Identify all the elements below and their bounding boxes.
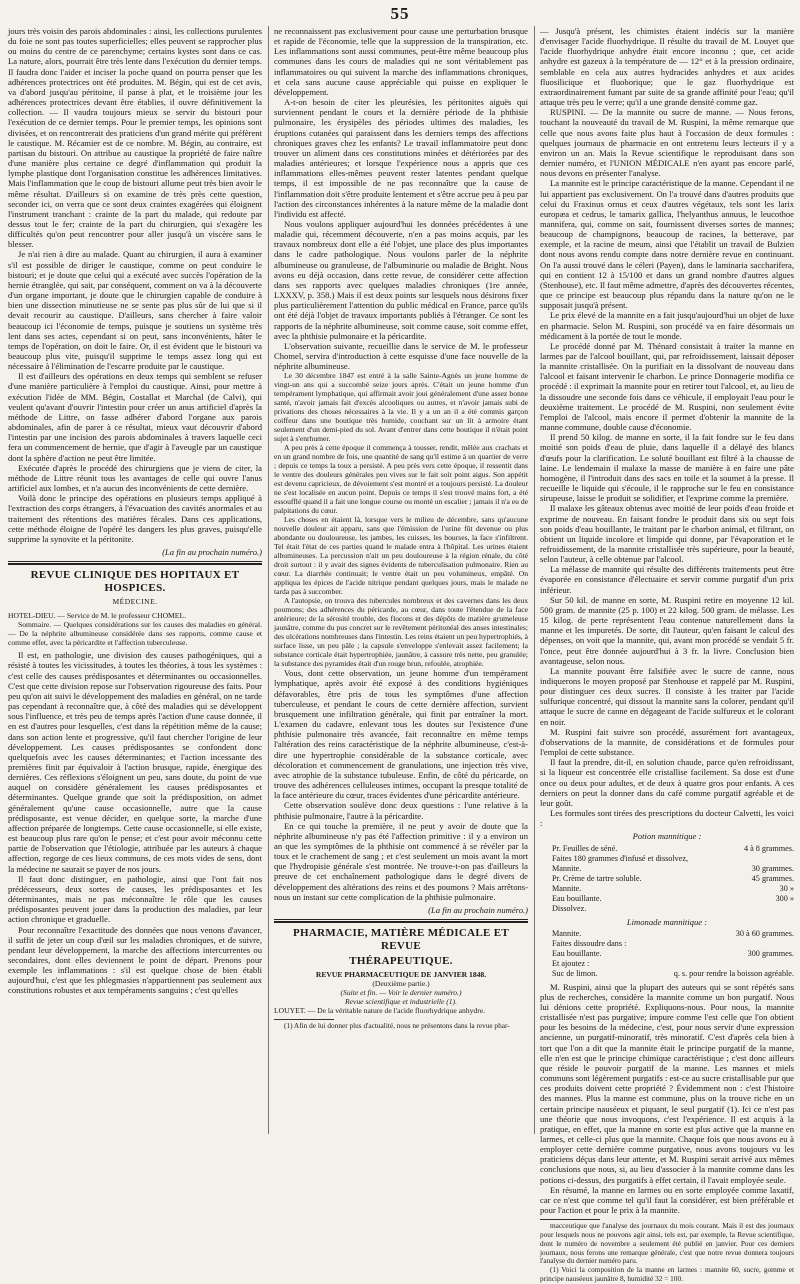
paragraph: Les formules sont tirées des prescriptions du docteur Calvetti, les voici :	[540, 808, 794, 829]
ingredient: Faites 180 grammes d'infusé et dissolvez,	[552, 853, 689, 863]
paragraph: Il faut donc distinguer, en pathologie, ainsi que l'ont fait nos prédécesseurs, deux sortes de causes, les prédisposantes et les déterminantes, mais ne pas méconnaître le rôle que les causes prédisposantes peuvent jouer dans la production des maladies, par leur action chronique et graduelle.	[8, 873, 262, 925]
formula-row	[540, 844, 794, 854]
quantity: 300 grammes.	[747, 948, 794, 958]
footnote: macceutique que l'analyse des journaux du mois courant. Mais il est des journaux pour lesquels nous ne pouvons agir ainsi, tels est, par exemple, la Revue scientifique, dont le numéro de novembre a seulement été publié en janvier. Pour ces derniers journaux, nous ferons une remarque générale, c'est que notre revue donnera toujours l'analyse du dernier numéro paru.	[540, 1221, 794, 1266]
formula-potion	[540, 844, 794, 914]
ingredient: Pr. Crème de tartre soluble.	[552, 873, 642, 883]
quantity: 4 à 8 grammes.	[743, 843, 794, 853]
rule	[8, 563, 262, 565]
observation-text: Le 30 décembre 1847 est entré à la salle Sainte-Agnès un jeune homme de vingt-un ans qui a succombé seize jours après. C'était un jeune homme d'un tempérament lymphatique, qui affirmait avoir joui généralement d'une assez bonne santé, n'avoir jamais fait d'excès alcooliques ou autres, et n'avoir jamais subi de privations des choses nécessaires à la vie. Il y a un an il a été commis garçon coiffeur dans une boutique très humide, couchant sur un lit à armoire étant seulement d'un demi-pied du sol. Avant d'entrer dans cette boutique il n'était point sujet à s'enrhumer.	[274, 371, 528, 444]
observation-text: A l'autopsie, on trouva des tubercules nombreux et des cavernes dans les deux poumons; des adhérences du péricarde, au cœur, dans toute l'étendue de la face antérieure; de la sérosité trouble, des flocons et des dépôts de matière grumeleuse jaunâtre, comme du pus concret sur le revêtement péritonéal des anses intestinales; des ulcérations nombreuses dans l'intestin. Les reins étaient un peu hypertrophiés, à surface lisse, un peu pâle ; la capsule s'enveloppe s'enlevait assez facilement; la substance corticale était hypertrophiée, jaunâtre, à cassure très nette, peu granulée; la substance des pyramides était d'un rouge brun, refoulée, atrophiée.	[274, 596, 528, 669]
observation-text: A peu près à cette époque il commença à tousser, rendit, mêlée aux crachats et en un grand nombre de fois, une quantité de sang qu'il estime à un quartier de verre ; depuis ce temps la toux a persisté. A peu près vers cette époque, il ressentit dans le ventre des douleurs générales peu vives sur le fait soit point aigus. Son appétit est devenu capricieux, de dévoiement s'est montré et a toujours persisté. La douleur ne s'est localisée en aucun point. Depuis ce temps il s'est trouvé mains fort, a été essoufflé quand il a fait une longue course ou monté un escalier ; jamais il n'a eu de palpitations du cœur.	[274, 443, 528, 516]
ingredient: Eau bouillante.	[552, 893, 602, 903]
formula-row	[540, 904, 794, 914]
paragraph: M. Ruspini, ainsi que la plupart des auteurs qui se sont répétés sans plus de recherches, considère la mannite comme un bon purgatif. Nous lui dénions cette propriété. Expliquons-nous. Pour nous, la mannite cristallisée n'est pas purgative; impure comme l'est celle que l'on obtient pour les besoins de la médecine, c'est, pour nous servir d'une expression ancienne, un purgatif-minoratif, très minoratif. C'est d'après cela bien à tort que l'on a dit que la mannite était le principe purgatif de la manne, elle n'en est que le principe chimique caractéristique ; c'est donc ailleurs que réside le pouvoir purgatif de la manne. Les mannes et miels communs sont légèrement purgatifs : est-ce au sucre cristallisable pur que ces produits doivent cette propriété ? Évidemment non : c'est l'histoire des mannes. Plus la manne est commune, plus on la trouve riche en un certain principe nauséeux et piquant, le seul purgatif (1). Ici ce n'est pas une théorie que nous invoquons, c'est l'expérience. Il est acquis à la pratique, en effet, que la manne en sorte est plus active que la manne en larmes, et celle-ci plus que la mannite. Chaque fois que nous avons eu à employer cette dernière comme purgative, nous avons toujours vu les praticiens déçus dans leur attente, et M. Ruspini serait arrivé aux mêmes conclusions que nous, si, au lieu d'associer à la mannite comme dans les potions ci-dessus, des purgatifs à effet certain, il l'avait employée seule.	[540, 981, 794, 1185]
rule	[274, 921, 528, 923]
quantity: 300 »	[775, 893, 794, 903]
footnote-rule	[540, 1219, 600, 1220]
formula-row	[540, 864, 794, 874]
ingredient: Mannite.	[552, 883, 582, 893]
ingredient: Suc de limon.	[552, 968, 598, 978]
to-be-continued: (La fin au prochain numéro.)	[428, 904, 528, 915]
column-2	[274, 26, 528, 1134]
paragraph: Le procédé donné par M. Thénard consistait à traiter la manne en larmes par de l'alcool bouillant, qui, par refroidissement, laissait déposer la mannite cristallisée. On la purifiait en la dissolvant de nouveau dans l'alcool et faisant intervenir le charbon. Le prince Donnagerie modifia ce procédé : il exprimait la mannite pour en retirer tout l'alcool, et, au lieu de la dissoudre une seconde fois dans ce véhicule, il employait l'eau pour le deuxième traitement. Le procédé de M. Ruspini, non seulement évite l'emploi de l'alcool, mais encore il permet d'obtenir la mannite de la manne commune, double cause d'économie.	[540, 340, 795, 433]
paragraph: Je n'ai rien à dire au malade. Quant au chirurgien, il aura à examiner s'il est possible de diriger le caustique, comme on peut conduire le bistouri; et je doute que celui qui a exécuté avec succès l'opération de la hernie étranglée, qui sait, par conséquent, comment on va à la découverte d'un organe important, je doute que le chirurgien capable de conduire à bien une dissection minutieuse ne se sente pas plus sûr de lui que si il devait recourir au caustique. D'ailleurs, sans chercher à faire valoir beaucoup ici l'économie de temps, puisque je soutiens un système très lent dans ses actes, cependant si on peut, sans inconvénients, hâter le temps de l'opération, on doit le faire. Or, il est évident que le bistouri va beaucoup plus vite, puisqu'il supprime le temps assez long qui est nécessaire à l'élimination de l'escarre produite par le caustique.	[8, 249, 262, 372]
paragraph: Nous voulons appliquer aujourd'hui les données précédentes à une maladie qui, récemment découverte, n'en a pas moins acquis, par les travaux nombreux dont elle a été l'objet, une place des plus importantes dans le cadre pathologique. Nous voulons parler de la néphrite albumineuse ou granuleuse, de l'albuminurie ou maladie de Bright. Nous avons eu déjà occasion, dans cette revue, de considérer cette affection dans ses rapports avec quelques maladies chroniques (1re année, LXXXV, p. 358.) Mais il est deux points sur lesquels nous désirons fixer plus particulièrement l'attention du public médical en France, parce qu'ils ont été déjà l'objet de travaux importants publiés à l'étranger. Ce sont les rapports de la néphrite albumineuse, soit comme cause, soit comme effet, avec la phthisie pulmonaire et la péricardite.	[274, 218, 528, 341]
ingredient: Dissolvez.	[552, 903, 587, 913]
paragraph: L'observation suivante, recueillie dans le service de M. le professeur Chomel, servira d'introduction à cette esquisse d'une face nouvelle de la néphrite albumineuse.	[274, 340, 528, 372]
formula-row	[540, 959, 794, 969]
paragraph: Vous, dont cette observation, un jeune homme d'un tempérament lymphatique, après avoir été exposé à des conditions hygiéniques défavorables, être pris de tous les symptômes d'une affection tuberculeuse, et pendant le cours de cette dernière affection, survient brusquement une infiltration générale, qui finit par entraîner la mort. L'examen du cadavre, enlevant tous les doutes sur l'existence d'une phthisie pulmonaire très avancée, fait reconnaître en même temps l'altération des reins caractéristique de la néphrite albumineuse, c'est-à-dire une hypertrophie considérable de la substance corticale, avec décoloration et commencement de granulations, une injection très vive, avec atrophie de la substance tubuleuse. Enfin, de côté du péricarde, on trouve des adhérences celluleuses intimes, occupant la presque totalité de la face antérieure du cœur, traces évidentes d'une péricardite antérieure.	[274, 668, 528, 801]
observation-text: Les choses en étaient là, lorsque vers le milieu de décembre, sans qu'aucune nouvelle douleur ait apparu, sans que l'émission de l'urine fût devenue ou plus abondante ou douloureuse, les jambes, les cuisses, les bourses, la face s'infiltrent. Tel était l'état de ces parties quand le malade entra à l'hôpital. Les urines étaient albumineuses. La percussion n'ait un peu douloureuse à la région rénale, du côté droit surtout : il y avait des signes évidents de tuberculisation pulmonaire. Rien au cœur. La diarrhée continuait; le ventre était un peu volumineux, empâté. On appliqua les épices de l'acide nitrique pendant quelques jours, mais le malade ne tarda pas à succomber.	[274, 515, 528, 597]
footnote: (1) Afin de lui donner plus d'actualité, nous ne présentons dans la revue phar-	[284, 1021, 510, 1031]
paragraph: Le prix élevé de la mannite en a fait jusqu'aujourd'hui un objet de luxe en pharmacie. Selon M. Ruspini, son procédé va en faire désormais un médicament à la portée de tout le monde.	[540, 310, 794, 341]
ingredient: Mannite.	[552, 863, 582, 873]
paragraph: Il est d'ailleurs des opérations en deux temps qui semblent se refuser d'une manière particulière à l'emploi du caustique. Ainsi, pour mettre à exécution l'idée de MM. Bégin, Costallat et Marchal (de Calvi), qui veulent qu'avant d'ouvrir l'intestin pour créer un anus artificiel d'après la méthode de Littre, on fasse adhérer d'abord l'organe aux parois abdominales, afin de parer à ce résultat, mieux vaut découvrir d'abord l'intestin par une incision des parois abdominales à travers laquelle ceci fera un commencement de hernie, que d'agir à l'aveugle par un caustique dont la sphère d'action ne peut être limitée.	[8, 371, 262, 463]
formula-title: Limonade mannitique :	[626, 916, 708, 927]
paragraph: La mélasse de mannite qui résulte des différents traitements peut être évaporée en consistance d'électuaire et servir comme purgatif d'un prix inférieur.	[540, 564, 794, 595]
paragraph: Cette observation soulève donc deux questions : l'une relative à la phthisie pulmonaire, l'autre à la péricardite.	[274, 800, 528, 821]
formula-title: Potion mannitique :	[632, 831, 702, 842]
to-be-continued: (La fin au prochain numéro.)	[162, 546, 262, 557]
ingredient: Et ajoutez :	[552, 958, 590, 968]
quantity: 45 grammes.	[751, 873, 794, 883]
formula-row	[540, 874, 794, 884]
section-title: THÉRAPEUTIQUE.	[349, 955, 453, 968]
section-title: PHARMACIE, MATIÈRE MÉDICALE ET REVUE	[293, 927, 509, 953]
column-1	[8, 26, 262, 1134]
ingredient: Eau bouillante.	[552, 948, 602, 958]
review-continuation: (Suite et fin. — Voir le dernier numéro.)	[340, 988, 462, 998]
footnote: (1) Voici la composition de la manne en larmes : mannite 60, sucre, gomme et principe nauséeux jaunâtre 8, humidité 32 = 100.	[540, 1265, 794, 1284]
paragraph: Sur 50 kil. de manne en sorte, M. Ruspini retire en moyenne 12 kil. 500 gram. de mannite (25 p. 100) et 22 kilog. 500 gram. de mélasse. Les 15 kilog. de perte représentent l'eau contenue naturellement dans la manne et les impuretés. De sorte, dit l'auteur, qu'en faisant le calcul des dépenses, on voit que la mannite, qui, avant mon procédé se vendait 5 fr. l'once, peut être donnée aujourd'hui à 3 fr. la livre. Conclusion bien avantageuse, selon nous.	[540, 594, 794, 666]
formula-row	[540, 929, 794, 939]
paragraph: A-t-on besoin de citer les pleurésies, les péritonites aiguës qui surviennent pendant le cours et la dernière période de la phthisie pulmonaire, les érysipèles des périodes ultimes des maladies, les éruptions cutanées qui paraissent dans les derniers temps des affections chroniques graves chez les enfants? Le travail inflammatoire peut donc trouver un aliment dans ces constitutions minées et détériorées par des maladies antérieures; et lorsque l'expérience nous a appris que ces inflammations elles-mêmes peuvent rester latentes pendant quelque temps, il est impossible de ne pas reconnaître que la cause de l'inflammation doit s'être produite lentement et s'être accrue peu à peu par l'action des circonstances inhérentes à la nature même de la maladie dont l'individu est affecté.	[274, 97, 528, 219]
paragraph: La mannite pouvant être falsifiée avec le sucre de canne, nous indiquerons le moyen proposé par Stenhouse et rappelé par M. Ruspini, pour distinguer ces deux sucres. Il consiste à les traiter par l'acide sulfurique concentré, qui dissout la mannite sans la colorer, pendant qu'il attaque le sucre de canne en dégageant de l'acide sulfureux et le colorant en noir.	[540, 665, 794, 727]
review-subtitle: Revue scientifique et industrielle (1).	[345, 997, 457, 1007]
formula-limonade	[540, 929, 794, 979]
column-divider	[268, 26, 269, 1134]
paragraph: Il faut la prendre, dit-il, en solution chaude, parce qu'en refroidissant, si la liqueur est concentrée elle cristallise facilement. Sa dose est d'une once ou deux pour adultes, et de deux à quatre gros pour enfants. A ces derniers on peut la donner dans du café comme purgatif agréable et de leur goût.	[540, 757, 794, 808]
rule	[8, 561, 262, 562]
formula-row	[540, 969, 794, 979]
paragraph: M. Ruspini fait suivre son procédé, assurément fort avantageux, d'observations de la mannite, de considérations et de formules pour l'emploi de cette substance.	[540, 726, 794, 758]
formula-row	[540, 884, 794, 894]
ingredient: Pr. Feuilles de séné.	[552, 843, 618, 853]
article-heading: LOUYET. — De la véritable nature de l'acide fluorhydrique anhydre.	[274, 1006, 486, 1016]
review-part: (Deuxième partie.)	[372, 979, 430, 989]
quantity: q. s. pour rendre la boisson agréable.	[673, 968, 794, 978]
ingredient: Faites dissoudre dans :	[552, 938, 627, 948]
paragraph: RUSPINI. — De la mannite ou sucre de manne. — Nous ferons, touchant la nouveauté du travail de M. Ruspini, la même remarque que celle que nous avons faite plus haut à l'occasion de deux formules : quelques journaux de pharmacie en ont entretenu leurs lecteurs il y a environ un an. Mais la Revue scientifique le reproduisant dans son dernier numéro, et l'UNION MÉDICALE n'en ayant pas encore parlé, nous devons en présenter l'analyse.	[540, 107, 794, 179]
paragraph: En résumé, la manne en larmes ou en sorte employée comme laxatif, car ce n'est que comme tel qu'il faut la considérer, est bien préférable et pour l'action et pour le prix à la mannite.	[540, 1184, 794, 1216]
paragraph: — Jusqu'à présent, les chimistes étaient indécis sur la manière d'envisager l'acide fluorhydrique. Il résulte du travail de M. Louyet que l'acide fluorhydrique anhydre était encore inconnu ; que, cet acide anhydre est gazeux à la température de — 12° et à la pression ordinaire, semblable en cela aux autres hydracides anhydres et aux acides fluosilicique et fluoborique; que le gaz fluorhydrique est extraordinairement fumant par suite de sa grande affinité pour l'eau; qu'il attaque très peu le verre; qu'il a une grande densité comme gaz.	[540, 26, 794, 108]
formula-row	[540, 854, 794, 864]
paragraph: Voilà donc le principe des opérations en plusieurs temps appliqué à l'extraction des corps étrangers, à l'évacuation des cavités anormales et au traitement des rétentions des matières fécales. Dans ces applications, cette méthode éloigne de l'opéré les dangers les plus graves, puisqu'elle supprime la synovite et la péritonite.	[8, 493, 262, 544]
formula-row	[540, 949, 794, 959]
footnote-rule	[274, 1019, 334, 1020]
formula-row	[540, 939, 794, 949]
quantity: 30 »	[779, 883, 794, 893]
column-divider	[534, 26, 535, 1134]
ingredient: Mannite.	[552, 928, 582, 938]
summary: Sommaire. — Quelques considérations sur les causes des maladies en général. — De la néphrite albumineuse considérée dans ses rapports, comme cause et comme effet, avec la péricardite et l'affection tuberculeuse.	[8, 620, 262, 648]
section-subtitle: MÉDECINE.	[112, 597, 158, 607]
quantity: 30 à 60 grammes.	[735, 928, 794, 938]
paragraph: Il est, en pathologie, une division des causes pathogéniques, qui a résisté à toutes les vicissitudes, à toutes les théories, à tous les systèmes : c'est celle des causes prédisposantes et déterminantes ou occasionnelles. C'est que cette division repose sur l'observation rigoureuse des faits. Pour peu qu'on ait suivi le développement des maladies en général, on ne tarde pas cependant à reconnaître que, à côté des maladies qui se développent sous l'influence, et très peu de temps après l'action d'une cause donnée, il en est d'autres pour lesquelles, c'est dans la répétition même de la cause; dans son action lente et progressive, qu'il faut chercher l'origine de leur développement. Les causes prédisposantes se confondent donc quelquefois avec les causes déterminantes; et l'action incessante des premières finit par équivaloir à l'action brusque, rapide, énergique des dernières. Ces réflexions s'éloignent un peu, sans doute, du point de vue auquel on considère généralement les causes prédisposantes et déterminantes. Quelque grande que soit la prédisposition, on admet généralement qu'une cause occasionnelle, autre que la cause prédisposante, est venue décider, en quelque sorte, la marche d'une affection préparée de longtemps. Cette cause occasionnelle, si elle existe, est beaucoup plus rare qu'on le pense; et c'est pour avoir méconnu cette partie de l'observation que l'étiologie, attribuée par les auteurs à chaque affection, regorge de ces lieux communs, de ces mots vides de sens, dont la médecine ne saurait se payer de nos jours.	[8, 650, 262, 874]
paragraph: La mannite est le principe caractéristique de la manne. Cependant il ne lui appartient pas exclusivement. On l'a trouvé dans d'autres produits que celui du Fraxinus ornus et ceux d'autres végétaux, tels sont les larix europæa et cedrus, le tamarix gallica, l'helyanthus annuus, le leucothoe mannifera, qui, comme on sait, fournissent diverses sortes de mannes; beaucoup de champignons, beaucoup de racines, la betterave, par exemple, et la racine de meum, ainsi que l'établit un travail de Bulzien dont nous avons rendu compte dans notre dernière revue en continuant. On l'a aussi trouvé dans le céleri (Payen), dans le laminaria saccharifera, qui en contient 12 à 15/100 et dans un grand nombre d'autres algues (Stenhouse), etc. Il faut même admettre, d'après des découvertes récentes, que ce principe est beaucoup plus répandu dans la nature qu'on ne le supposait jusqu'à présent.	[540, 178, 794, 311]
column-3	[540, 26, 795, 1284]
rule	[274, 919, 528, 920]
paragraph: ne reconnaissent pas exclusivement pour cause une perturbation brusque et rapide de l'économie, telle que la suppression de la transpiration, etc. Les inflammations sont aussi communes, peut-être même beaucoup plus communes dans les cours de maladies qui ne sont véritablement pas inflammatoires ou qui suivent la marche des inflammations chroniques, et cela sans aucune cause appréciable qui puisse en expliquer le développement.	[274, 26, 528, 97]
page-number: 55	[390, 4, 410, 23]
service-heading: HOTEL-DIEU. — Service de M. le professeur CHOMEL.	[8, 611, 186, 621]
paragraph: jours très voisin des parois abdominales : ainsi, les collections purulentes du foie ne sont pas toutes superficielles; elles peuvent se rapprocher plus ou moins du centre de ce parenchyme; certains kystes sont dans ce cas. La nature, alors, pourrait être très lente dans l'exécution du dernier temps. Il faudra donc l'aider et inciser la poche quand on pourra penser que les adhérences protectrices ont été produites. M. Bégin, qui est de cet avis, va d'abord jusqu'au péritoine, il panse à plat, et le troisième jour les adhérences protectrices devant être établies, il ouvre définitivement la collection. — Il vaudra toujours mieux se servir du bistouri pour l'exécution de ce dernier temps. Pour le premier temps, les opinions sont divisées, et on rencontrerait des praticiens d'un grand mérite qui préfèrent le caustique. M. Récamier est de ce nombre. M. Bégin, au contraire, est partisan du bistouri. On attribue au caustique la propriété de faire naître d'une manière plus certaine ce degré d'inflammation qui produit la lymphe plastique dont l'organisation constitue les adhérences limitatives. Mais l'inflammation que le coup de bistouri allume peut très bien avoir le même résultat. D'ailleurs si on examine de très près cette question, seconder ici, on verra que ce sont deux craintes exagérées qui éloignent l'instrument tranchant : crainte de la part du malade, qui redoute par dessus tout le fer; crainte de la part du chirurgien, qui s'exagère les difficultés qu'on peut rencontrer pour aller jusqu'à un viscère sans le blesser.	[8, 26, 262, 250]
review-heading: REVUE PHARMACEUTIQUE DE JANVIER 1848.	[315, 970, 487, 980]
paragraph: Pour reconnaître l'exactitude des données que nous venons d'avancer, il suffit de jeter un coup d'œil sur les maladies chroniques, et de suivre, pendant leur développement, la marche des affections intercurrentes ou secondaires, dont elles deviennent le point de départ. Prenons pour exemple les inflammations : s'il est quelque chose de bien établi aujourd'hui, c'est que les phlegmasies n'appartiennent pas seulement aux constitutions robustes et aux tempéraments sanguins ; c'est qu'elles	[8, 924, 262, 996]
paragraph: Il prend 50 kilog. de manne en sorte, il la fait fondre sur le feu dans moitié son poids d'eau de pluie, dans laquelle il a délayé des blancs d'œufs pour la clarification. Le soluté bouillant est filtré à la chausse de laine. Le lendemain il malaxe la masse de manière à en faire une pâte homogène, il l'introduit dans des sacs en toile et la soumet à la presse. Il recueille le liquide qui s'écoule, il le rapproche sur le feu en consistance sirupeuse, laisse le produit se solidifier, et l'exprime comme la première.	[540, 432, 794, 504]
paragraph: En ce qui touche la première, il ne peut y avoir de doute que la néphrite albumineuse n'y pas été l'affection primitive : il y a environ un an que les symptômes de la phthisie ont commencé à se révéler par la toux et le crachement de sang ; et c'est seulement un mois avant la mort que l'hydropisie générale s'est montrée. Ne trouve-t-on pas d'ailleurs la preuve de cet enchaînement pathologique dans le degré divers de développement des altérations des reins et des poumons ? Mais arrêtons-nous un instant sur cette complication de la phthisie pulmonaire.	[274, 820, 528, 902]
formula-row	[540, 894, 794, 904]
quantity: 30 grammes.	[751, 863, 794, 873]
section-title: REVUE CLINIQUE DES HOPITAUX ET HOSPICES.	[30, 569, 240, 595]
paragraph: Il malaxe les gâteaux obtenus avec moitié de leur poids d'eau froide et exprime de nouveau. En faisant fondre le produit dans six ou sept fois son poids d'eau bouillante, le traitant par le charbon animal, et filtrant, on obtient un liquide incolore et limpide qui donne, par l'évaporation et le refroidissement, de la mannite cristallisée très supérieure, pour la beauté, selon l'auteur, à celle obtenue par l'alcool.	[540, 503, 794, 565]
paragraph: Exécutée d'après le procédé des chirurgiens que je viens de citer, la méthode de Littre réunit tous les avantages de celle qui ouvre l'anus artificiel aux lombes, et n'a aucun des inconvénients de cette dernière.	[8, 462, 262, 494]
